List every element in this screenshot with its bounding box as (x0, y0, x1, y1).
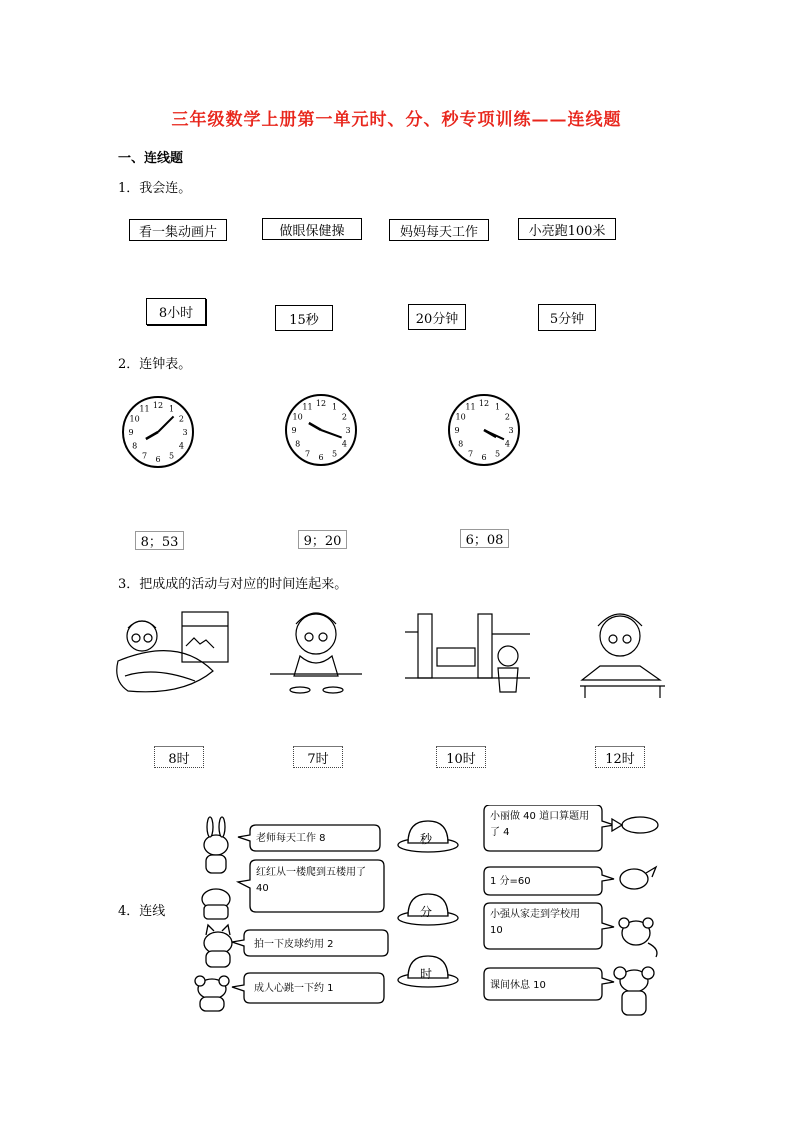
clock-number: 9 (128, 428, 134, 437)
clock-number: 4 (341, 439, 347, 449)
clocks-group (0, 392, 793, 472)
clock-number: 10 (292, 412, 303, 422)
clock-number: 3 (182, 428, 188, 437)
koala-icon (614, 967, 654, 1015)
clock-number: 8 (132, 441, 138, 451)
activity-illustrations (0, 606, 793, 706)
boy-waking-image (117, 612, 228, 692)
right-bubble-text: 课间休息 10 (490, 980, 546, 991)
clock-number: 12 (315, 399, 327, 408)
mouse-icon-right (619, 918, 657, 957)
clock-number: 8 (295, 439, 301, 449)
boy-eating-image (270, 613, 362, 693)
time-label[interactable]: 7时 (293, 746, 343, 768)
clock-number: 4 (178, 441, 184, 451)
clock-number: 12 (152, 401, 164, 410)
clock-number: 10 (455, 412, 466, 422)
right-bubble-text: 小强从家走到学校用 10 (490, 909, 580, 936)
clock-number: 9 (454, 426, 460, 435)
time-label[interactable]: 8时 (154, 746, 204, 768)
clock-number: 3 (345, 426, 351, 435)
question-3-label: 3．把成成的活动与对应的时间连起来。 (118, 577, 348, 592)
clock-number: 5 (494, 449, 501, 459)
clock-number: 2 (341, 412, 347, 422)
time-label[interactable]: 12时 (595, 746, 645, 768)
clock-number: 5 (331, 449, 338, 459)
question-1-label: 1．我会连。 (118, 181, 192, 196)
left-bubble-text: 成人心跳一下约 1 (254, 983, 334, 994)
clock-number: 3 (508, 426, 514, 435)
clock-number: 1 (331, 402, 338, 412)
fish-icon (612, 817, 658, 833)
question-2-label: 2．连钟表。 (118, 357, 192, 372)
clock-number: 10 (129, 414, 140, 424)
clock-number: 9 (291, 426, 297, 435)
clock-number: 8 (458, 439, 464, 449)
right-bubble-text: 1 分=60 (490, 876, 531, 887)
clock-number: 12 (478, 399, 490, 408)
clock-face[interactable] (286, 395, 356, 465)
clock-number: 7 (304, 449, 311, 459)
unit-minutes[interactable]: 分 (420, 905, 433, 919)
rabbit-icon (204, 817, 228, 873)
clock-number: 2 (504, 412, 510, 422)
clock-number: 11 (139, 404, 150, 414)
clock-number: 11 (302, 402, 313, 412)
clock-number: 2 (178, 414, 184, 424)
connect-diagram (0, 805, 793, 1025)
time-box[interactable]: 20分钟 (408, 304, 466, 330)
mouse-icon (195, 976, 229, 1011)
left-bubble-text: 老师每天工作 8 (256, 833, 326, 844)
activity-box[interactable]: 看一集动画片 (129, 219, 227, 241)
clock-number: 11 (465, 402, 476, 412)
clock-number: 1 (494, 402, 501, 412)
time-label[interactable]: 10时 (436, 746, 486, 768)
left-bubble-text: 红红从一楼爬到五楼用了 40 (256, 867, 366, 894)
clock-number: 6 (318, 453, 324, 462)
time-box[interactable]: 8小时 (146, 298, 206, 325)
page-title: 三年级数学上册第一单元时、分、秒专项训练——连线题 (171, 110, 622, 130)
clock-number: 6 (155, 455, 161, 464)
clock-number: 7 (141, 451, 148, 461)
unit-hours[interactable]: 时 (420, 967, 433, 981)
clock-number: 6 (481, 453, 487, 462)
activity-box[interactable]: 做眼保健操 (262, 218, 362, 240)
time-box[interactable]: 5分钟 (538, 304, 596, 331)
time-box[interactable]: 15秒 (275, 305, 333, 331)
bird-icon (620, 867, 656, 889)
activity-box[interactable]: 妈妈每天工作 (389, 219, 489, 241)
boy-school-image (405, 614, 530, 692)
clock-time-box[interactable]: 8；53 (135, 531, 184, 550)
clock-number: 4 (504, 439, 510, 449)
clock-number: 7 (467, 449, 474, 459)
clock-face[interactable] (123, 397, 193, 467)
clock-number: 1 (168, 404, 175, 414)
clock-time-box[interactable]: 6；08 (460, 529, 509, 548)
question-4-label: 4．连线 (118, 904, 166, 919)
right-bubble-text: 小丽做 40 道口算题用了 4 (490, 811, 590, 838)
cat-icon (204, 925, 232, 967)
boy-studying-image (580, 614, 665, 698)
clock-time-box[interactable]: 9；20 (298, 530, 347, 549)
activity-box[interactable]: 小亮跑100米 (518, 218, 616, 240)
left-bubble-text: 拍一下皮球约用 2 (254, 939, 334, 950)
unit-seconds[interactable]: 秒 (420, 832, 433, 846)
section-heading: 一、连线题 (118, 151, 184, 166)
clock-number: 5 (168, 451, 175, 461)
cow-icon (202, 889, 230, 919)
clock-face[interactable] (449, 395, 519, 465)
